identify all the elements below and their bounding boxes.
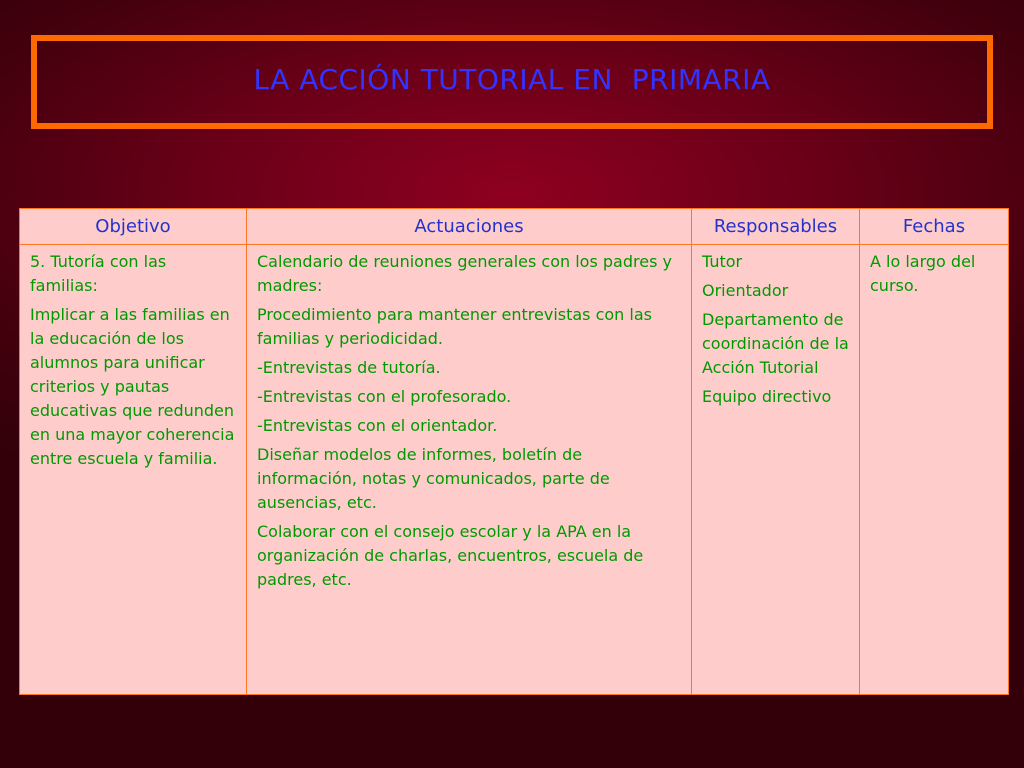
table-row	[20, 245, 1009, 695]
objetivo-heading: 5. Tutoría con las familias:	[30, 252, 167, 295]
responsable-item: Departamento de coordinación de la Acción Tutorial	[702, 310, 849, 377]
title-frame	[31, 35, 993, 129]
cell-objetivo	[20, 245, 247, 695]
cell-responsables	[692, 245, 860, 695]
actuacion-item: Diseñar modelos de informes, boletín de información, notas y comunicados, parte de ausencias, etc.	[257, 445, 610, 512]
responsable-item: Tutor	[702, 252, 743, 271]
actuacion-item: Colaborar con el consejo escolar y la APA en la organización de charlas, encuentros, escuela de padres, etc.	[257, 522, 644, 589]
actuacion-item: -Entrevistas con el orientador.	[257, 416, 498, 435]
responsable-item: Equipo directivo	[702, 387, 832, 406]
fecha-item: A lo largo del curso.	[870, 252, 976, 295]
header-actuaciones: Actuaciones	[247, 209, 692, 245]
actuacion-item: -Entrevistas con el profesorado.	[257, 387, 512, 406]
header-responsables: Responsables	[692, 209, 860, 245]
header-objetivo: Objetivo	[20, 209, 247, 245]
slide-title: LA ACCIÓN TUTORIAL EN PRIMARIA	[253, 63, 771, 96]
table-header-row	[20, 209, 1009, 245]
cell-actuaciones	[247, 245, 692, 695]
cell-fechas	[860, 245, 1009, 695]
responsable-item: Orientador	[702, 281, 789, 300]
objetivo-description: Implicar a las familias en la educación de los alumnos para unificar criterios y pautas educativas que redunden en una mayor coherencia entre escuela y familia.	[30, 305, 235, 468]
actuacion-item: Procedimiento para mantener entrevistas con las familias y periodicidad.	[257, 305, 652, 348]
tutorial-table	[19, 208, 1009, 695]
actuacion-item: -Entrevistas de tutoría.	[257, 358, 441, 377]
actuacion-item: Calendario de reuniones generales con los padres y madres:	[257, 252, 672, 295]
header-fechas: Fechas	[860, 209, 1009, 245]
